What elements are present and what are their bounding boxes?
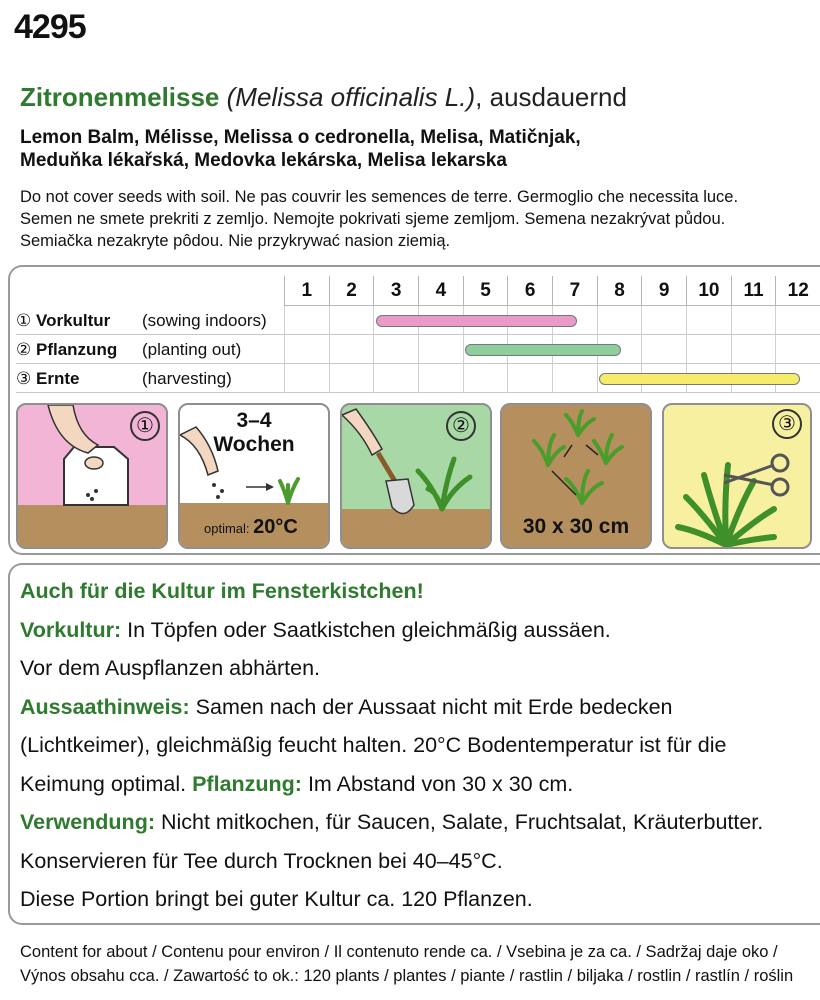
vorkultur-text: In Töpfen oder Saatkistchen gleichmäßig aussäen. bbox=[121, 617, 611, 642]
panel-spacing bbox=[500, 403, 652, 549]
activity-name: Ernte bbox=[36, 369, 80, 388]
vorkultur-label: Vorkultur: bbox=[20, 617, 122, 642]
weeks-label: Wochen bbox=[213, 433, 295, 456]
month-cell bbox=[373, 335, 418, 364]
sowing-calendar bbox=[16, 276, 820, 394]
optimal-temp-value: 20°C bbox=[253, 516, 298, 538]
period-bar-ernte bbox=[599, 373, 800, 385]
pflanzung-text: Im Abstand von 30 x 30 cm. bbox=[301, 771, 574, 796]
activity-name: Pflanzung bbox=[36, 340, 118, 359]
month-11: 11 bbox=[731, 276, 776, 306]
translated-names bbox=[20, 126, 581, 172]
aussaat-line-3 bbox=[20, 765, 818, 804]
portion-line: Diese Portion bringt bei guter Kultur ca. 120 Pflanzen. bbox=[20, 887, 533, 911]
month-cell bbox=[507, 364, 552, 393]
month-cell bbox=[329, 335, 374, 364]
month-cell bbox=[775, 335, 820, 364]
month-cell bbox=[284, 306, 329, 335]
month-cell bbox=[284, 335, 329, 364]
month-cell bbox=[418, 364, 463, 393]
activity-english: (harvesting) bbox=[142, 369, 232, 388]
verwendung-line-2: Konservieren für Tee durch Trocknen bei 40–45°C. bbox=[20, 848, 503, 873]
calendar-row-pflanzung bbox=[16, 335, 820, 364]
activity-english: (planting out) bbox=[142, 340, 242, 359]
title-rest: , ausdauernd bbox=[475, 82, 627, 112]
month-5: 5 bbox=[463, 276, 508, 306]
title-latin: (Melissa officinalis L.) bbox=[226, 82, 476, 112]
aussaat-line-2: (Lichtkeimer), gleichmäßig feucht halten. 20°C Bodentemperatur ist für die bbox=[20, 733, 727, 757]
month-cell bbox=[552, 364, 597, 393]
sowing-notes bbox=[20, 186, 738, 252]
names-line-2: Meduňka lékařská, Medovka lekárska, Melisa lekarska bbox=[20, 150, 507, 171]
panel-sowing bbox=[16, 403, 168, 549]
vorkultur-line-2: Vor dem Auspflanzen abhärten. bbox=[20, 656, 321, 680]
instructions-headline: Auch für die Kultur im Fensterkistchen! bbox=[20, 579, 424, 603]
calendar-row-ernte bbox=[16, 364, 820, 393]
step-circle: ① bbox=[16, 311, 32, 330]
optimal-label: optimal: bbox=[204, 521, 250, 536]
optimal-temperature bbox=[204, 516, 298, 539]
month-9: 9 bbox=[641, 276, 686, 306]
month-8: 8 bbox=[597, 276, 642, 306]
month-cell bbox=[418, 335, 463, 364]
calendar-row-label bbox=[16, 364, 232, 393]
month-cell bbox=[731, 306, 776, 335]
verwendung-text: Nicht mitkochen, für Saucen, Salate, Fruchtsalat, Kräuterbutter. bbox=[154, 810, 764, 834]
product-title bbox=[20, 82, 627, 113]
period-bar-vorkultur bbox=[376, 315, 577, 327]
month-10: 10 bbox=[686, 276, 731, 306]
panel-germination bbox=[178, 403, 330, 549]
aussaat-label: Aussaathinweis: bbox=[20, 694, 190, 719]
month-cell bbox=[686, 335, 731, 364]
notes-line-2: Semen ne smete prekriti z zemljo. Nemojte pokrivati sjeme zemljom. Semena nezakrývat půdou. bbox=[20, 210, 726, 228]
month-cell bbox=[641, 306, 686, 335]
month-cell bbox=[463, 364, 508, 393]
month-cell bbox=[731, 335, 776, 364]
content-footer bbox=[20, 940, 793, 988]
month-cell bbox=[284, 364, 329, 393]
article-number: 4295 bbox=[14, 8, 86, 46]
calendar-row-vorkultur bbox=[16, 306, 820, 335]
aussaat-text-3: Keimung optimal. bbox=[20, 771, 193, 796]
pflanzung-label: Pflanzung: bbox=[192, 771, 302, 796]
notes-line-3: Semiačka nezakryte pôdou. Nie przykrywać nasion ziemią. bbox=[20, 232, 451, 250]
step-number-2: ② bbox=[446, 411, 476, 441]
aussaat-text: Samen nach der Aussaat nicht mit Erde bedecken bbox=[189, 694, 673, 719]
notes-line-1: Do not cover seeds with soil. Ne pas couvrir les semences de terre. Germoglio che necessita luce. bbox=[20, 188, 739, 206]
month-cell bbox=[686, 306, 731, 335]
month-7: 7 bbox=[552, 276, 597, 306]
footer-line-2: Výnos obsahu cca. / Zawartość to ok.: 120 plants / plantes / piante / rastlin / biljaka / rostlin / rastlín / roślin bbox=[20, 967, 794, 985]
step-circle: ② bbox=[16, 340, 32, 359]
title-german: Zitronenmelisse bbox=[20, 82, 220, 112]
activity-english: (sowing indoors) bbox=[142, 311, 267, 330]
period-bar-pflanzung bbox=[465, 344, 621, 356]
weeks-range: 3–4 bbox=[236, 409, 272, 432]
month-12: 12 bbox=[775, 276, 820, 306]
step-number-3: ③ bbox=[772, 409, 802, 439]
month-cell bbox=[329, 306, 374, 335]
calendar-row-label bbox=[16, 306, 267, 335]
panel-harvest bbox=[662, 403, 812, 549]
month-6: 6 bbox=[507, 276, 552, 306]
month-3: 3 bbox=[373, 276, 418, 306]
cultivation-instructions bbox=[20, 572, 818, 919]
spacing-label: 30 x 30 cm bbox=[522, 515, 630, 538]
month-cell bbox=[373, 364, 418, 393]
calendar-row-label bbox=[16, 335, 242, 364]
month-cell bbox=[329, 364, 374, 393]
aussaat-line bbox=[20, 688, 818, 727]
month-1: 1 bbox=[284, 276, 329, 306]
panel-planting bbox=[340, 403, 492, 549]
step-number-1: ① bbox=[130, 411, 160, 441]
month-4: 4 bbox=[418, 276, 463, 306]
verwendung-label: Verwendung: bbox=[20, 810, 155, 834]
month-cell bbox=[775, 306, 820, 335]
month-cell bbox=[641, 335, 686, 364]
activity-name: Vorkultur bbox=[36, 311, 111, 330]
step-circle: ③ bbox=[16, 369, 32, 388]
vorkultur-line bbox=[20, 611, 818, 650]
month-cell bbox=[597, 306, 642, 335]
verwendung-line bbox=[20, 803, 818, 842]
month-header bbox=[284, 276, 820, 306]
footer-line-1: Content for about / Contenu pour environ / Il contenuto rende ca. / Vsebina je za ca. / Sadržaj daje oko / bbox=[20, 943, 778, 961]
month-2: 2 bbox=[329, 276, 374, 306]
names-line-1: Lemon Balm, Mélisse, Melissa o cedronella, Melisa, Matičnjak, bbox=[20, 127, 581, 148]
